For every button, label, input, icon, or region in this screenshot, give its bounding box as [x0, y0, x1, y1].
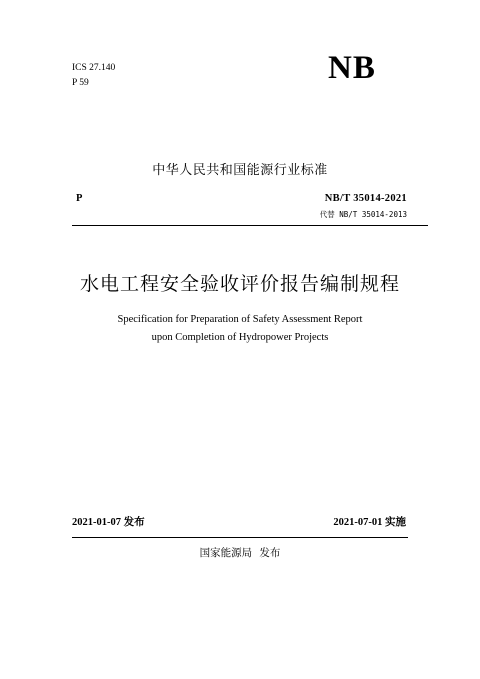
- replaces-standard: 代替 NB/T 35014-2013: [319, 210, 407, 219]
- ics-code: ICS 27.140: [72, 63, 116, 73]
- standard-number: NB/T 35014-2021: [324, 193, 407, 204]
- publisher: 国家能源局 发布: [199, 547, 281, 559]
- registration-mark: P: [76, 193, 83, 204]
- footer-divider: [72, 537, 408, 538]
- header-divider: [72, 225, 428, 226]
- ccs-code: P 59: [72, 78, 89, 88]
- document-title-english-line1: Specification for Preparation of Safety Assessment Report: [117, 314, 363, 325]
- document-title-english-line2: upon Completion of Hydropower Projects: [151, 332, 329, 343]
- standard-type: 中华人民共和国能源行业标准: [152, 163, 328, 178]
- implementation-date: 2021-07-01 实施: [333, 517, 406, 528]
- document-title-chinese: 水电工程安全验收评价报告编制规程: [79, 273, 400, 295]
- nb-logo: NB: [328, 50, 376, 86]
- issue-date: 2021-01-07 发布: [72, 517, 145, 528]
